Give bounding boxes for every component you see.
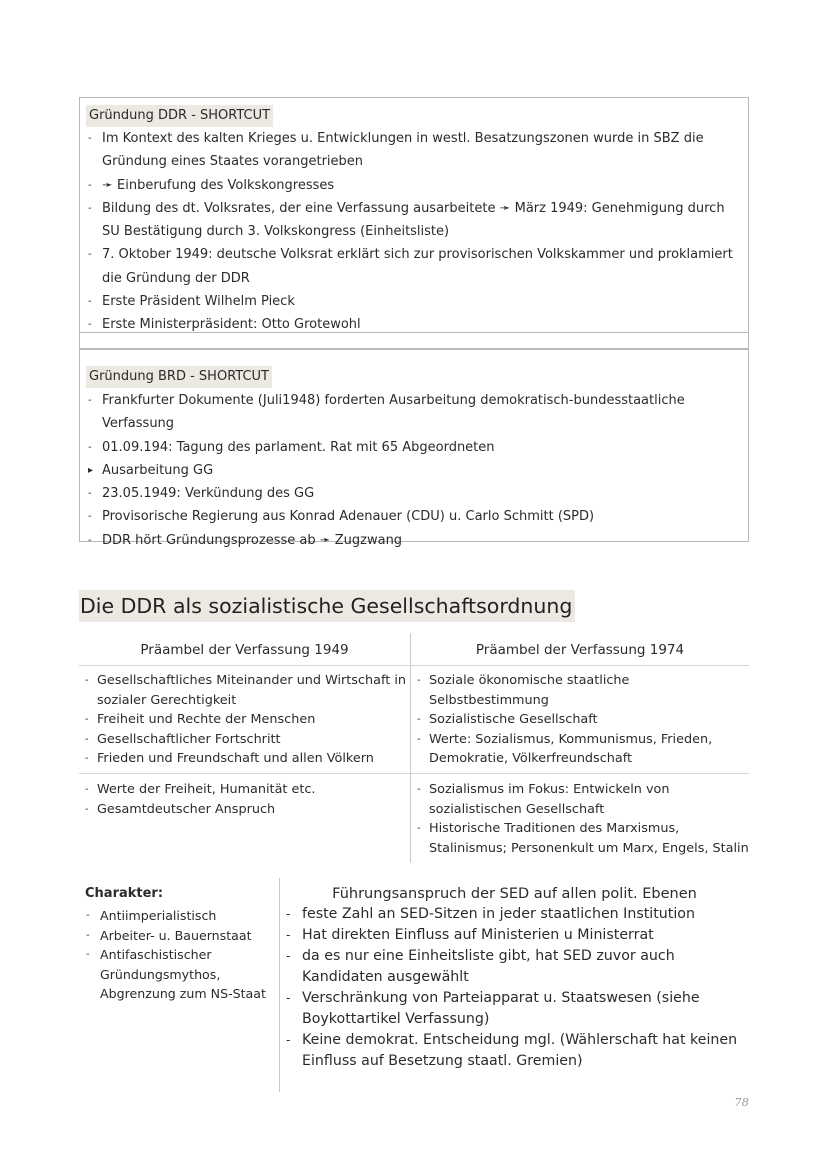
list-item: - Soziale ökonomische staatliche Selbstbestimmung bbox=[417, 673, 630, 708]
ddr-box-title: Gründung DDR - SHORTCUT bbox=[86, 105, 273, 127]
list-item: - Antiimperialistisch bbox=[86, 908, 217, 923]
list-item: - 23.05.1949: Verkündung des GG bbox=[88, 486, 315, 502]
page-number: 78 bbox=[734, 1095, 749, 1109]
list-item: - Sozialistische Gesellschaft bbox=[417, 712, 598, 727]
column-divider bbox=[279, 878, 280, 1092]
sed-list bbox=[283, 904, 749, 1072]
list-item: - Gesamtdeutscher Anspruch bbox=[85, 801, 276, 817]
cell-1974-row1 bbox=[411, 671, 749, 769]
list-item: - ➛ Einberufung des Volkskongresses bbox=[88, 177, 335, 193]
brd-list bbox=[86, 389, 742, 552]
list-item: - Erste Ministerpräsident: Otto Grotewohl bbox=[88, 317, 361, 333]
ddr-list bbox=[86, 127, 742, 337]
list-item: - Gesellschaftlicher Fortschritt bbox=[85, 731, 281, 747]
box-spacer bbox=[79, 333, 749, 349]
list-item: - Arbeiter- u. Bauernstaat bbox=[86, 927, 252, 943]
list-item: - DDR hört Gründungsprozesse ab ➛ Zugzwang bbox=[88, 532, 403, 548]
list-item: - Verschränkung von Parteiapparat u. Staatswesen (siehe Boykottartikel Verfassung) bbox=[286, 990, 700, 1027]
list-item: - da es nur eine Einheitsliste gibt, hat SED zuvor auch Kandidaten ausgewählt bbox=[286, 948, 675, 985]
list-item: - Gesellschaftliches Miteinander und Wirtschaft in sozialer Gerechtigkeit bbox=[85, 673, 406, 708]
list-item: - Erste Präsident Wilhelm Pieck bbox=[88, 294, 295, 310]
cell-1974-row2 bbox=[411, 780, 749, 858]
list-item: - Werte: Sozialismus, Kommunismus, Frieden, Demokratie, Völkerfreundschaft bbox=[417, 731, 713, 766]
list-item: - Im Kontext des kalten Krieges u. Entwicklungen in westl. Besatzungszonen wurde in SBZ die Gründung eines Staates vorangetrieben bbox=[88, 131, 704, 170]
cell-1949-row1 bbox=[79, 671, 409, 769]
table-rule bbox=[79, 773, 749, 774]
list-item: - Keine demokrat. Entscheidung mgl. (Wählerschaft hat keinen Einfluss auf Besetzung staatl. Gremien) bbox=[286, 1032, 738, 1069]
list-item: - 01.09.194: Tagung des parlament. Rat mit 65 Abgeordneten bbox=[88, 439, 495, 455]
list-item: - Hat direkten Einfluss auf Ministerien u Ministerrat bbox=[286, 927, 654, 943]
sed-title: Führungsanspruch der SED auf allen polit. Ebenen bbox=[332, 886, 697, 902]
list-item: ▸ Ausarbeitung GG bbox=[88, 462, 214, 478]
list-item: - Frieden und Freundschaft und allen Völkern bbox=[85, 751, 374, 766]
list-item: - Bildung des dt. Volksrates, der eine Verfassung ausarbeitete ➛ März 1949: Genehmigung durch SU Bestätigung durch 3. Volkskongress (Einheitsliste) bbox=[88, 200, 725, 240]
brd-shortcut-box bbox=[79, 349, 749, 548]
charakter-list bbox=[80, 906, 276, 1004]
list-item: - Antifaschistischer Gründungsmythos, Abgrenzung zum NS-Staat bbox=[86, 947, 266, 1002]
table-rule bbox=[79, 665, 749, 666]
list-item: - Freiheit und Rechte der Menschen bbox=[85, 712, 316, 727]
list-item: - Frankfurter Dokumente (Juli1948) forderten Ausarbeitung demokratisch-bundesstaatliche Verfassung bbox=[88, 393, 685, 432]
header-1949: Präambel der Verfassung 1949 bbox=[140, 642, 349, 658]
list-item: - Werte der Freiheit, Humanität etc. bbox=[85, 782, 316, 797]
list-item: - Sozialismus im Fokus: Entwickeln von sozialistischen Gesellschaft bbox=[417, 782, 670, 817]
list-item: - Historische Traditionen des Marxismus, Stalinismus; Personenkult um Marx, Engels, Stalin bbox=[417, 821, 749, 856]
ddr-shortcut-box bbox=[79, 97, 749, 333]
list-item: - Provisorische Regierung aus Konrad Adenauer (CDU) u. Carlo Schmitt (SPD) bbox=[88, 509, 595, 525]
header-1974: Präambel der Verfassung 1974 bbox=[475, 642, 685, 658]
list-item: - 7. Oktober 1949: deutsche Volksrat erklärt sich zur provisorischen Volkskammer und proklamiert die Gründung der DDR bbox=[88, 247, 733, 286]
brd-box-title: Gründung BRD - SHORTCUT bbox=[86, 366, 272, 388]
section-heading: Die DDR als sozialistische Gesellschaftsordnung bbox=[79, 590, 575, 622]
cell-1949-row2 bbox=[79, 780, 409, 819]
list-item: - feste Zahl an SED-Sitzen in jeder staatlichen Institution bbox=[286, 906, 695, 922]
charakter-title: Charakter: bbox=[85, 886, 164, 901]
